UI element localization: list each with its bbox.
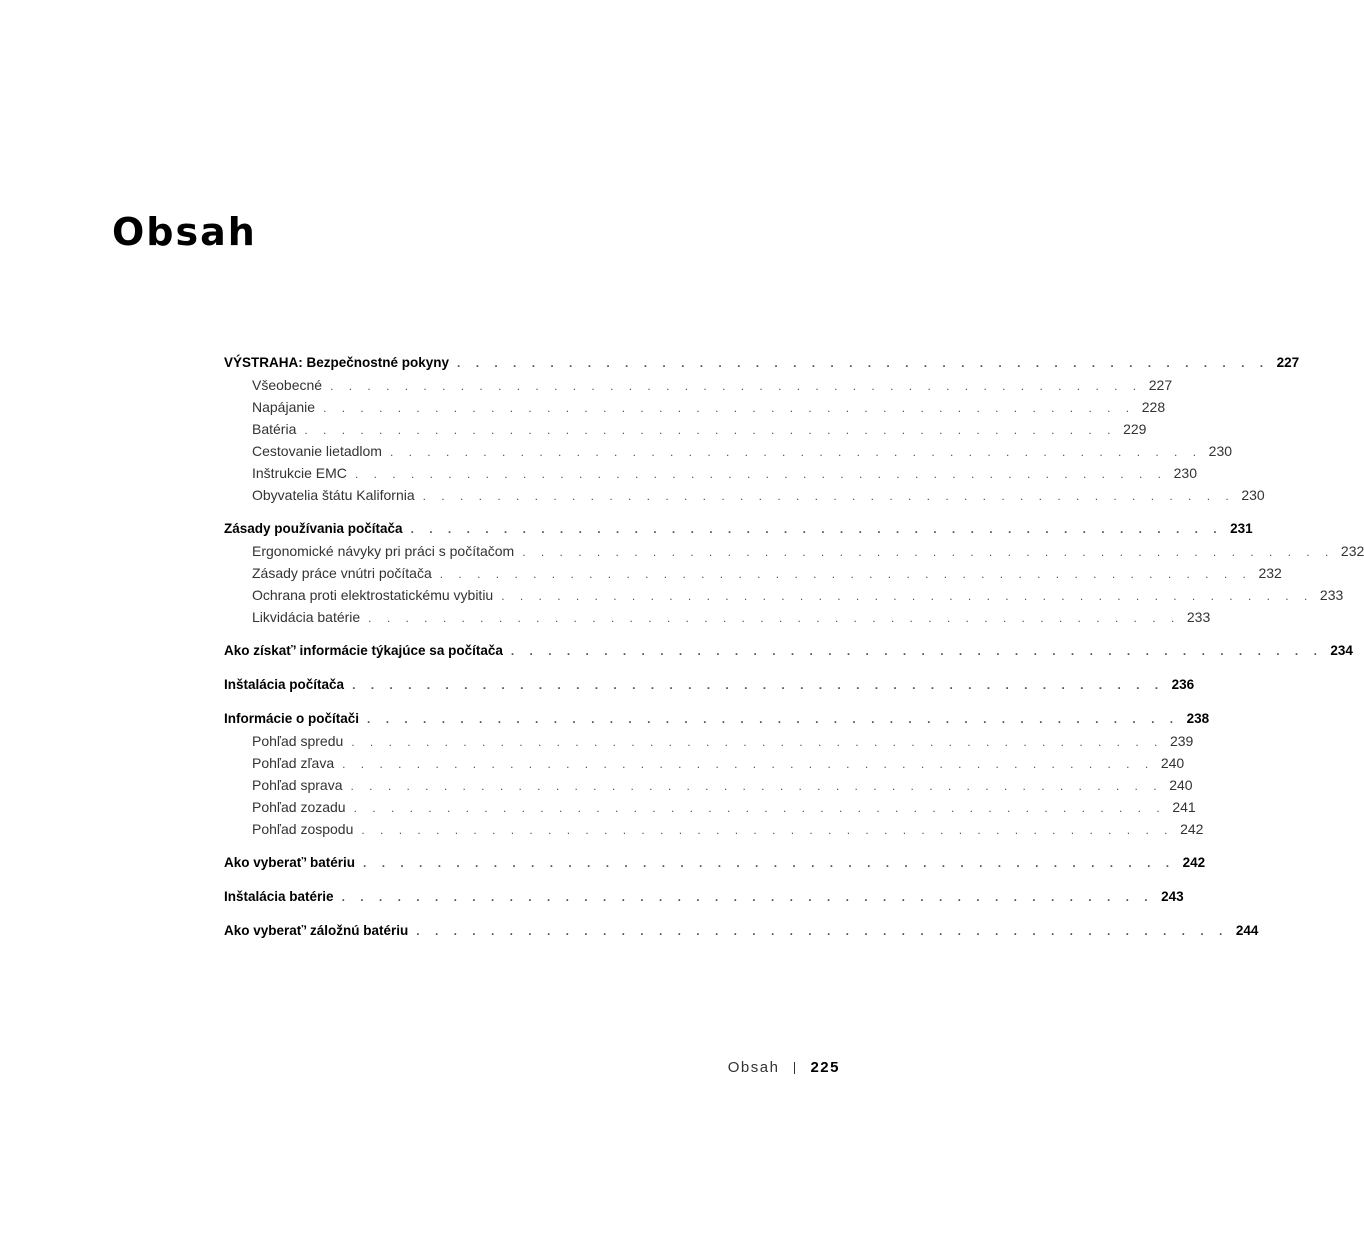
toc-dot-leader: . . . . . . . . . . . . . . . . . . . . . . . . . . . . . . . . . . . . . . . . . . . . [389, 445, 1203, 459]
toc-entry-label: Zásady práce vnútri počítača [252, 565, 432, 581]
toc-dot-leader: . . . . . . . . . . . . . . . . . . . . . . . . . . . . . . . . . . . . . . . . . . . . [323, 401, 1136, 415]
toc-entry-label: Pohľad sprava [252, 777, 343, 793]
toc-entry-label: Pohľad spredu [252, 733, 344, 749]
toc-subsection-entry[interactable] [224, 562, 1282, 584]
toc-subsection-entry[interactable] [224, 818, 1204, 840]
toc-group [224, 518, 1364, 628]
toc-dot-leader: . . . . . . . . . . . . . . . . . . . . . . . . . . . . . . . . . . . . . . . . . . . . [363, 856, 1176, 870]
toc-entry-label: Cestovanie lietadlom [252, 443, 382, 459]
toc-dot-leader: . . . . . . . . . . . . . . . . . . . . . . . . . . . . . . . . . . . . . . . . . . . . [501, 589, 1314, 603]
toc-page-number: 228 [1141, 399, 1166, 415]
toc-subsection-entry[interactable] [224, 774, 1193, 796]
toc-dot-leader: . . . . . . . . . . . . . . . . . . . . . . . . . . . . . . . . . . . . . . . . . . . . [361, 823, 1174, 837]
toc-entry-label: Inštalácia počítača [224, 677, 345, 692]
toc-page-number: 230 [1241, 487, 1265, 503]
toc-dot-leader: . . . . . . . . . . . . . . . . . . . . . . . . . . . . . . . . . . . . . . . . . . . . [368, 611, 1181, 625]
toc-group [224, 708, 1210, 840]
toc-section-entry[interactable] [224, 886, 1184, 908]
toc-subsection-entry[interactable] [224, 374, 1173, 396]
toc-page-number: 232 [1340, 543, 1364, 559]
toc-page-number: 231 [1230, 521, 1253, 536]
toc-page-number: 232 [1258, 565, 1282, 581]
page-title: Obsah [112, 210, 257, 254]
toc-page-number: 240 [1169, 777, 1193, 793]
toc-dot-leader: . . . . . . . . . . . . . . . . . . . . . . . . . . . . . . . . . . . . . . . . . . . . [330, 379, 1143, 393]
toc-page-number: 230 [1208, 443, 1233, 459]
toc-entry-label: Informácie o počítači [224, 711, 360, 726]
toc-dot-leader: . . . . . . . . . . . . . . . . . . . . . . . . . . . . . . . . . . . . . . . . . . . . [422, 489, 1235, 503]
toc-page-number: 233 [1186, 609, 1211, 625]
toc-page-number: 241 [1172, 799, 1196, 815]
toc-page-number: 242 [1182, 855, 1206, 870]
toc-page-number: 242 [1180, 821, 1204, 837]
toc-page-number: 238 [1186, 711, 1210, 726]
toc-entry-label: Ako vyberať’ batériu [224, 855, 356, 870]
toc-subsection-entry[interactable] [224, 484, 1265, 506]
footer-section-name: Obsah [727, 1059, 780, 1076]
toc-entry-label: Inštalácia batérie [224, 889, 334, 904]
toc-entry-label: Napájanie [252, 399, 316, 415]
toc-group [224, 920, 1259, 942]
toc-page-number: 239 [1169, 733, 1194, 749]
toc-section-entry[interactable] [224, 352, 1300, 374]
toc-group [224, 352, 1300, 506]
toc-dot-leader: . . . . . . . . . . . . . . . . . . . . . . . . . . . . . . . . . . . . . . . . . . . . [410, 522, 1223, 536]
toc-group [224, 886, 1184, 908]
toc-dot-leader: . . . . . . . . . . . . . . . . . . . . . . . . . . . . . . . . . . . . . . . . . . . . [522, 545, 1335, 559]
toc-group [224, 852, 1206, 874]
toc-entry-label: Inštrukcie EMC [252, 465, 347, 481]
toc-section-entry[interactable] [224, 852, 1206, 874]
toc-dot-leader: . . . . . . . . . . . . . . . . . . . . . . . . . . . . . . . . . . . . . . . . . . . . [353, 801, 1166, 815]
toc-group [224, 674, 1195, 696]
toc-dot-leader: . . . . . . . . . . . . . . . . . . . . . . . . . . . . . . . . . . . . . . . . . . . . [342, 757, 1155, 771]
toc-dot-leader: . . . . . . . . . . . . . . . . . . . . . . . . . . . . . . . . . . . . . . . . . . . . [416, 924, 1229, 938]
toc-group [224, 640, 1353, 662]
toc-entry-label: Ako získať’ informácie týkajúce sa počítača [224, 643, 503, 658]
toc-section-entry[interactable] [224, 640, 1353, 662]
toc-subsection-entry[interactable] [224, 462, 1197, 484]
table-of-contents [224, 352, 1364, 954]
toc-entry-label: Ako vyberať’ záložnú batériu [224, 923, 409, 938]
toc-entry-label: Pohľad zľava [252, 755, 335, 771]
toc-section-entry[interactable] [224, 708, 1210, 730]
toc-page-number: 240 [1160, 755, 1185, 771]
toc-subsection-entry[interactable] [224, 396, 1166, 418]
toc-page-number: 230 [1173, 465, 1197, 481]
toc-entry-label: Likvidácia batérie [252, 609, 361, 625]
footer-separator [794, 1062, 795, 1074]
toc-page-number: 234 [1330, 643, 1353, 658]
toc-page-number: 243 [1161, 889, 1184, 904]
toc-subsection-entry[interactable] [224, 440, 1233, 462]
toc-entry-label: Všeobecné [252, 377, 323, 393]
toc-entry-label: VÝSTRAHA: Bezpečnostné pokyny [224, 355, 450, 370]
toc-entry-label: Obyvatelia štátu Kalifornia [252, 487, 415, 503]
toc-section-entry[interactable] [224, 518, 1253, 540]
toc-dot-leader: . . . . . . . . . . . . . . . . . . . . . . . . . . . . . . . . . . . . . . . . . . . . [439, 567, 1252, 581]
toc-subsection-entry[interactable] [224, 418, 1147, 440]
toc-page-number: 236 [1171, 677, 1195, 692]
toc-dot-leader: . . . . . . . . . . . . . . . . . . . . . . . . . . . . . . . . . . . . . . . . . . . . [457, 356, 1270, 370]
toc-page-number: 227 [1148, 377, 1173, 393]
toc-entry-label: Zásady používania počítača [224, 521, 403, 536]
toc-dot-leader: . . . . . . . . . . . . . . . . . . . . . . . . . . . . . . . . . . . . . . . . . . . . [352, 678, 1165, 692]
toc-subsection-entry[interactable] [224, 730, 1194, 752]
footer-page-number: 225 [810, 1059, 840, 1076]
toc-subsection-entry[interactable] [224, 606, 1211, 628]
toc-dot-leader: . . . . . . . . . . . . . . . . . . . . . . . . . . . . . . . . . . . . . . . . . . . . [350, 779, 1163, 793]
toc-subsection-entry[interactable] [224, 584, 1344, 606]
toc-page-number: 233 [1319, 587, 1344, 603]
toc-dot-leader: . . . . . . . . . . . . . . . . . . . . . . . . . . . . . . . . . . . . . . . . . . . . [367, 712, 1180, 726]
toc-entry-label: Ergonomické návyky pri práci s počítačom [252, 543, 515, 559]
toc-dot-leader: . . . . . . . . . . . . . . . . . . . . . . . . . . . . . . . . . . . . . . . . . . . . [341, 890, 1154, 904]
toc-section-entry[interactable] [224, 920, 1259, 942]
toc-section-entry[interactable] [224, 674, 1195, 696]
toc-dot-leader: . . . . . . . . . . . . . . . . . . . . . . . . . . . . . . . . . . . . . . . . . . . . [510, 644, 1323, 658]
toc-subsection-entry[interactable] [224, 796, 1196, 818]
toc-subsection-entry[interactable] [224, 752, 1185, 774]
toc-dot-leader: . . . . . . . . . . . . . . . . . . . . . . . . . . . . . . . . . . . . . . . . . . . . [351, 735, 1164, 749]
toc-entry-label: Ochrana proti elektrostatickému vybitiu [252, 587, 494, 603]
toc-entry-label: Batéria [252, 421, 297, 437]
toc-page-number: 229 [1123, 421, 1147, 437]
page-footer [728, 1059, 840, 1076]
toc-entry-label: Pohľad zozadu [252, 799, 346, 815]
toc-dot-leader: . . . . . . . . . . . . . . . . . . . . . . . . . . . . . . . . . . . . . . . . . . . . [354, 467, 1167, 481]
toc-page-number: 227 [1276, 355, 1300, 370]
toc-page-number: 244 [1235, 923, 1259, 938]
toc-entry-label: Pohľad zospodu [252, 821, 354, 837]
toc-dot-leader: . . . . . . . . . . . . . . . . . . . . . . . . . . . . . . . . . . . . . . . . . . . . [304, 423, 1117, 437]
toc-subsection-entry[interactable] [224, 540, 1364, 562]
